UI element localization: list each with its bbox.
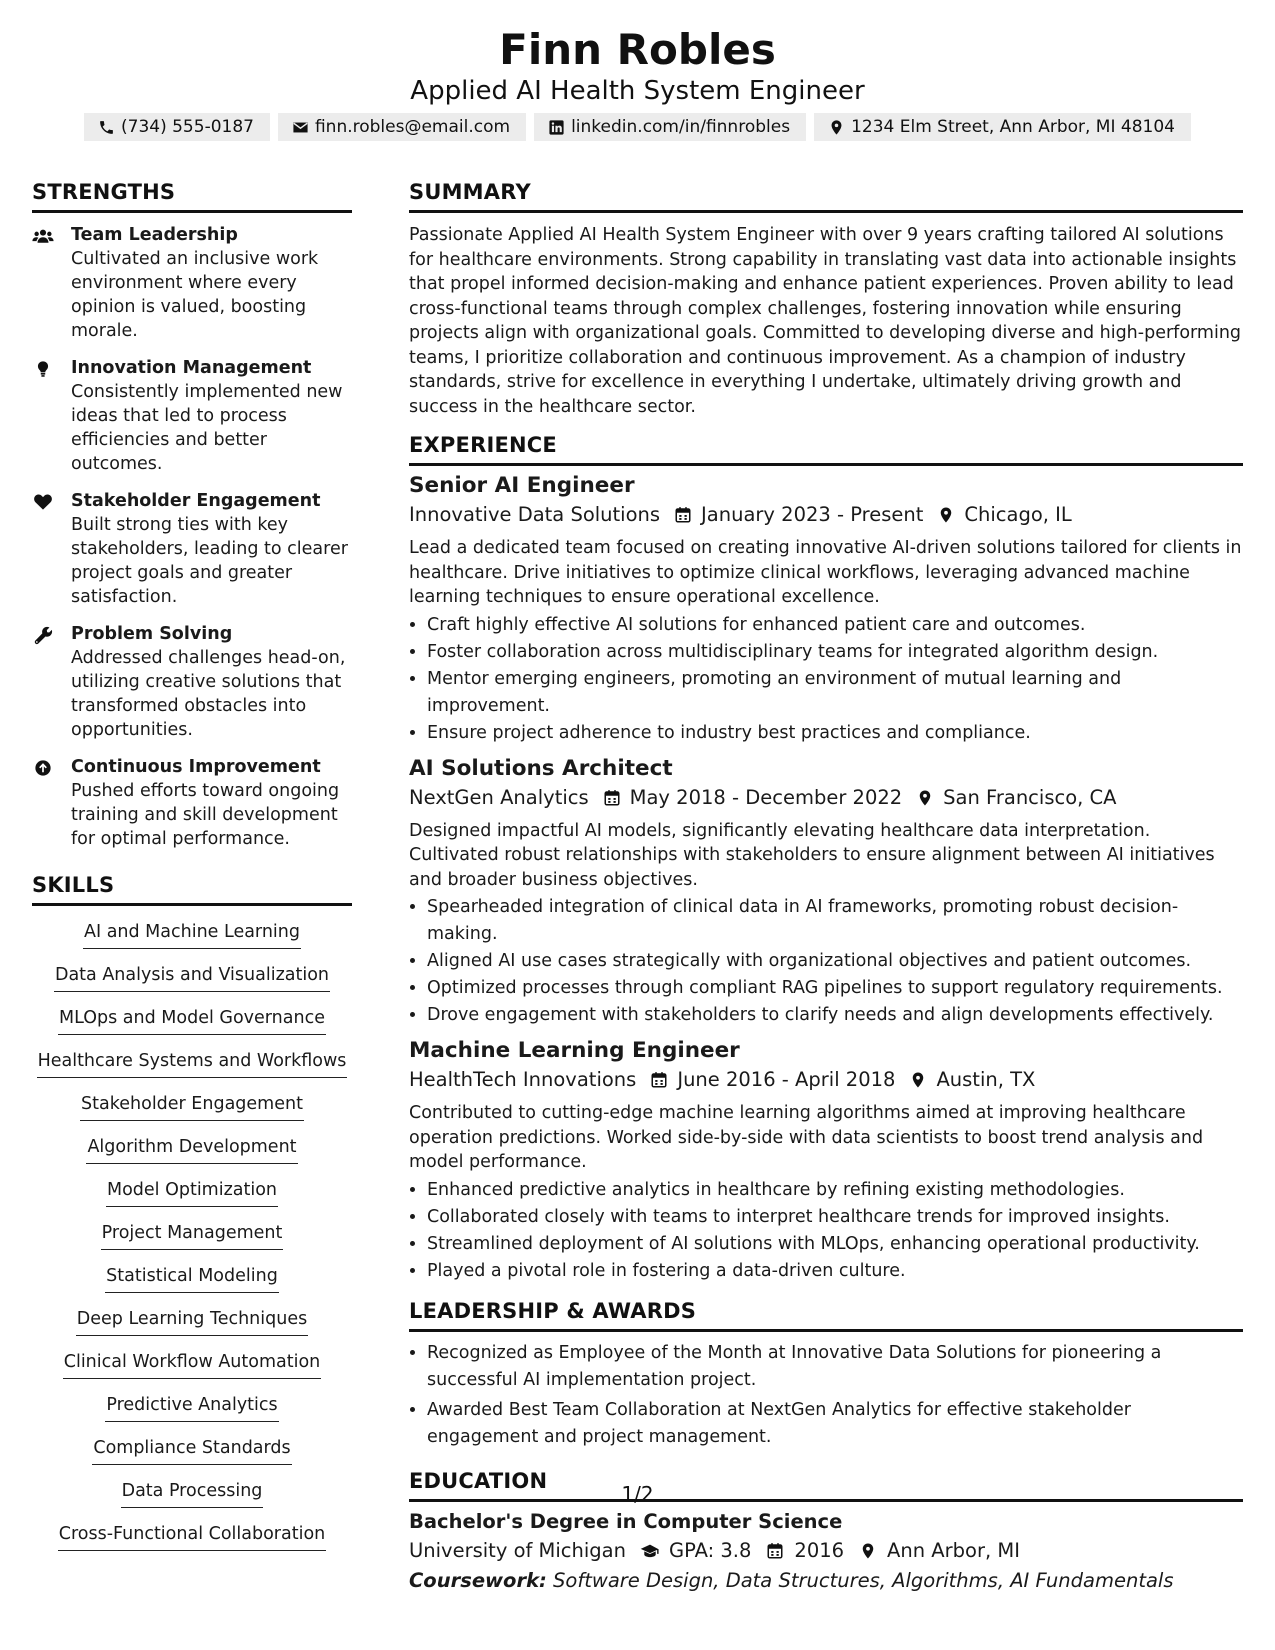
job-dates: June 2016 - April 2018 [677,1068,896,1091]
list-item: • Foster collaboration across multidisciplinary teams for integrated algorithm design. [427,639,1243,666]
job-title: Senior AI Engineer [409,473,635,498]
job-entry [409,755,1243,1030]
strength-title: Innovation Management [71,358,312,378]
list-item: • Awarded Best Team Collaboration at NextGen Analytics for effective stakeholder engagement and project management. [427,1397,1243,1451]
job-location: Austin, TX [936,1068,1036,1091]
job-entry [409,1037,1243,1285]
awards-list [409,1340,1243,1451]
job-meta [409,783,1243,813]
skill-item: Healthcare Systems and Workflows [37,1049,348,1078]
strength-desc: Built strong ties with key stakeholders, leading to clearer project goals and greater satisfaction. [71,515,348,607]
candidate-name: Finn Robles [499,25,776,74]
strength-desc: Pushed efforts toward ongoing training and skill development for optimal performance. [71,781,340,849]
job-description: Lead a dedicated team focused on creating innovative AI-driven solutions tailored for clients in healthcare. Drive initiatives to optimize clinical workflows, leveraging advanced machine learning techniques to ensure operational excellence. [409,538,1242,607]
page-number: 1/2 [621,1482,654,1506]
coursework [409,1566,1243,1596]
job-description: Designed impactful AI models, significantly elevating healthcare data interpretation. Cultivated robust relationships with stakeholders to ensure alignment between AI initiatives and broader business objectives. [409,820,1215,890]
coursework-list: Software Design, Data Structures, Algorithms, AI Fundamentals [553,1568,1174,1592]
job-bullets [409,1177,1243,1285]
map-marker-icon [937,506,955,524]
job-description: Contributed to cutting-edge machine learning algorithms aimed at improving healthcare operation predictions. Worked side-by-side with data scientists to boost trend analysis and model performance. [409,1103,1204,1172]
map-marker-icon [858,1542,878,1560]
contact-email [278,113,526,141]
job-company: HealthTech Innovations [409,1068,637,1091]
map-marker-icon [909,1071,927,1089]
strength-title: Problem Solving [71,624,233,644]
degree-title: Bachelor's Degree in Computer Science [409,1509,843,1533]
skills-list [32,920,352,1565]
job-entry [409,472,1243,747]
list-item: • Aligned AI use cases strategically with organizational objectives and patient outcomes. [427,948,1243,975]
graduation-cap-icon [640,1542,660,1560]
skill-item: Statistical Modeling [105,1264,279,1293]
gpa: GPA: 3.8 [669,1538,752,1562]
strength-title: Continuous Improvement [71,757,321,777]
coursework-label: Coursework: [409,1568,547,1592]
strength-item [32,622,352,742]
list-item: • Collaborated closely with teams to interpret healthcare trends for improved insights. [427,1204,1243,1231]
skill-item: Deep Learning Techniques [76,1307,308,1336]
map-marker-icon [828,119,845,136]
skill-item: Algorithm Development [86,1135,297,1164]
strength-title: Team Leadership [71,225,238,245]
strength-desc: Cultivated an inclusive work environment where every opinion is valued, boosting morale. [71,249,319,341]
contact-phone-text: (734) 555-0187 [121,117,254,137]
phone-icon [98,119,115,136]
job-meta [409,500,1243,530]
skill-item: Compliance Standards [92,1436,291,1465]
contact-linkedin-text: linkedin.com/in/finnrobles [571,117,791,137]
awards-heading: LEADERSHIP & AWARDS [409,1299,1243,1332]
list-item: • Spearheaded integration of clinical data in AI frameworks, promoting robust decision-making. [427,894,1243,948]
strength-desc: Addressed challenges head-on, utilizing creative solutions that transformed obstacles into opportunities. [71,648,346,740]
school-name: University of Michigan [409,1538,626,1562]
skill-item: Cross-Functional Collaboration [58,1522,327,1551]
skill-item: Project Management [101,1221,284,1250]
job-meta [409,1065,1243,1095]
strength-item [32,223,352,343]
strength-item [32,356,352,476]
job-title: Machine Learning Engineer [409,1038,740,1063]
job-location: Chicago, IL [964,503,1072,526]
job-title: AI Solutions Architect [409,755,673,781]
strength-item [32,755,352,851]
education-heading: EDUCATION [409,1469,1243,1502]
job-company: NextGen Analytics [409,785,589,809]
contact-bar [0,113,1275,141]
summary-text: Passionate Applied AI Health System Engineer with over 9 years crafting tailored AI solutions for healthcare environments. Strong capability in translating vast data into actionable insights that propel informed decision-making and enhance patient experiences. Proven ability to lead cross-functional teams through complex challenges, fostering innovation while ensuring projects align with organizational goals. Committed to developing diverse and high-performing teams, I prioritize collaboration and continuous improvement. As a champion of industry standards, strive for excellence in everything I undertake, ultimately driving growth and success in the healthcare sector. [409,225,1242,417]
left-column [32,180,352,1565]
job-location: San Francisco, CA [943,785,1117,809]
experience-heading: EXPERIENCE [409,433,1243,466]
heart-icon [32,492,54,512]
list-item: • Played a pivotal role in fostering a data-driven culture. [427,1258,1243,1285]
list-item: • Drove engagement with stakeholders to clarify needs and align developments effectively. [427,1002,1243,1029]
contact-linkedin [534,113,806,141]
calendar-icon [674,506,692,524]
job-dates: May 2018 - December 2022 [629,785,903,809]
school-location: Ann Arbor, MI [887,1538,1020,1562]
lightbulb-icon [32,359,54,379]
skill-item: Stakeholder Engagement [80,1092,304,1121]
list-item: • Optimized processes through compliant RAG pipelines to support regulatory requirements. [427,975,1243,1002]
calendar-icon [765,1542,785,1560]
contact-address [814,113,1191,141]
summary-heading: SUMMARY [409,180,1243,213]
arrow-circle-up-icon [32,758,54,778]
contact-phone [84,113,270,141]
list-item: • Enhanced predictive analytics in healthcare by refining existing methodologies. [427,1177,1243,1204]
strength-desc: Consistently implemented new ideas that led to process efficiencies and better outcomes. [71,382,343,474]
skill-item: Data Analysis and Visualization [54,963,330,992]
calendar-icon [650,1071,668,1089]
list-item: • Mentor emerging engineers, promoting an environment of mutual learning and improvement. [427,666,1243,720]
list-item: • Ensure project adherence to industry best practices and compliance. [427,720,1243,747]
skill-item: Data Processing [121,1479,264,1508]
list-item: • Recognized as Employee of the Month at Innovative Data Solutions for pioneering a successful AI implementation project. [427,1340,1243,1394]
skill-item: MLOps and Model Governance [58,1006,326,1035]
list-item: • Streamlined deployment of AI solutions with MLOps, enhancing operational productivity. [427,1231,1243,1258]
skill-item: Clinical Workflow Automation [63,1350,322,1379]
strengths-heading: STRENGTHS [32,180,352,213]
contact-address-text: 1234 Elm Street, Ann Arbor, MI 48104 [851,117,1175,137]
contact-email-text: finn.robles@email.com [314,117,511,137]
envelope-icon [292,119,309,136]
list-item: • Craft highly effective AI solutions for enhanced patient care and outcomes. [427,612,1243,639]
strength-title: Stakeholder Engagement [71,491,321,511]
strength-item [32,489,352,609]
map-marker-icon [916,789,934,807]
skill-item: Model Optimization [106,1178,278,1207]
linkedin-icon [548,119,565,136]
job-bullets [409,894,1243,1029]
job-dates: January 2023 - Present [701,503,924,526]
education-meta [409,1536,1243,1566]
skills-heading: SKILLS [32,873,352,906]
graduation-year: 2016 [794,1538,845,1562]
job-bullets [409,612,1243,747]
education-entry [409,1508,1243,1596]
users-icon [32,226,54,246]
candidate-title: Applied AI Health System Engineer [410,76,865,106]
right-column [409,180,1243,1596]
job-company: Innovative Data Solutions [409,503,661,526]
skill-item: AI and Machine Learning [83,920,301,949]
wrench-icon [32,625,54,645]
skill-item: Predictive Analytics [105,1393,278,1422]
calendar-icon [603,789,621,807]
